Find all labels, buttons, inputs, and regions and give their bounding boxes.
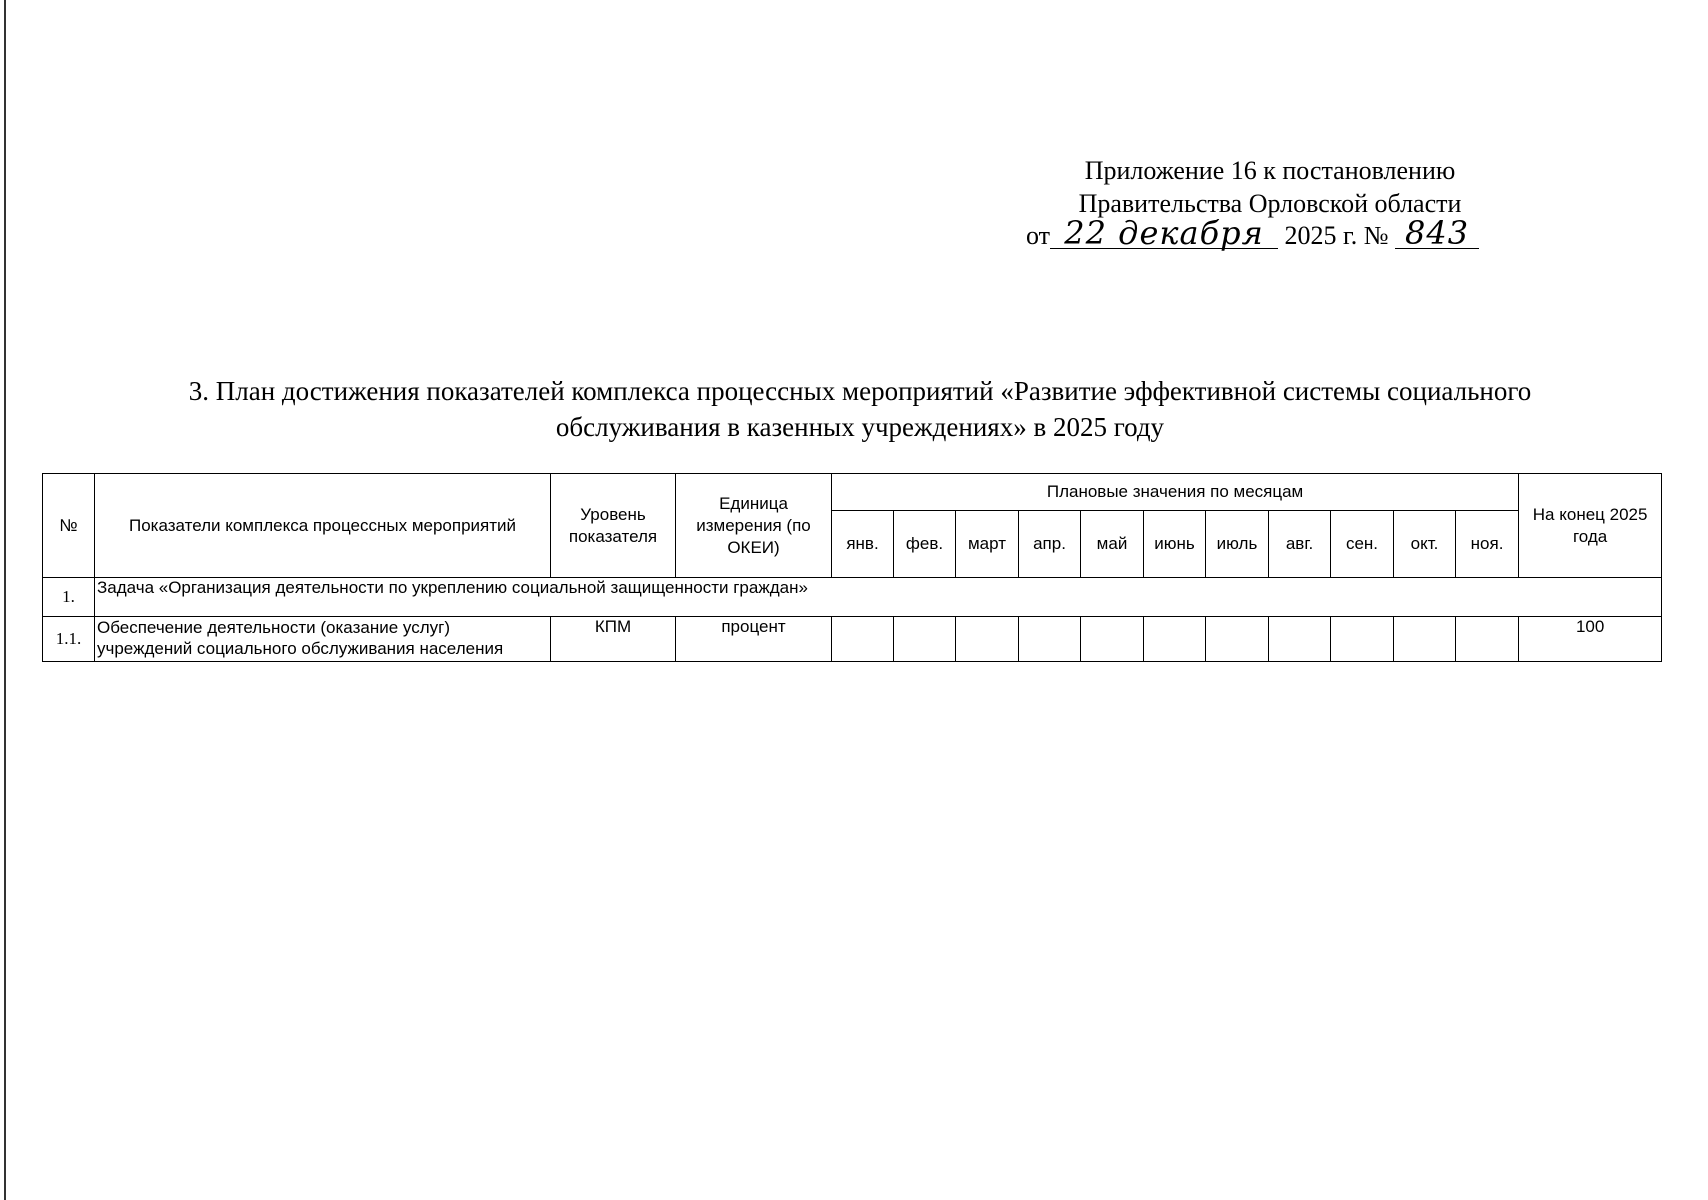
header-month: июль [1206,511,1269,578]
handwritten-date: 22 декабря [1050,218,1278,249]
header-month: сен. [1331,511,1394,578]
header-month: фев. [894,511,956,578]
annex-line-1: Приложение 16 к постановлению [1084,156,1456,185]
table-row [43,617,1662,662]
annex-from-prefix: от [1026,221,1051,250]
end-of-year-value: 100 [1519,617,1662,662]
section-title-line-2: обслуживания в казенных учреждениях» в 2025 году [555,412,1165,442]
header-month: май [1081,511,1144,578]
table-row [43,578,1662,617]
header-indicator: Показатели комплекса процессных мероприятий [95,474,551,578]
header-month: янв. [832,511,894,578]
header-level: Уровень показателя [551,474,676,578]
header-month: окт. [1394,511,1456,578]
month-value-cell [1144,617,1206,662]
header-month: июнь [1144,511,1206,578]
annex-year-text: 2025 г. № [1284,221,1389,250]
indicator-level: КПМ [551,617,676,662]
task-text: Задача «Организация деятельности по укреплению социальной защищенности граждан» [95,578,1662,617]
annex-line-2: Правительства Орловской области [1078,189,1462,218]
month-value-cell [1331,617,1394,662]
indicator-text: Обеспечение деятельности (оказание услуг) учреждений социального обслуживания населения [95,617,551,662]
month-value-cell [894,617,956,662]
section-title-line-1: 3. План достижения показателей комплекса процессных мероприятий «Развитие эффективной системы социального [188,376,1532,406]
indicator-num: 1.1. [43,617,95,662]
month-value-cell [1269,617,1331,662]
task-num: 1. [43,578,95,617]
month-value-cell [1394,617,1456,662]
header-month: апр. [1019,511,1081,578]
indicator-unit: процент [676,617,832,662]
plan-table [42,473,1662,662]
annex-line-3 [1000,214,1540,264]
scan-edge-line [4,0,6,1200]
header-end-of-year: На конец 2025 года [1519,474,1662,578]
header-month: март [956,511,1019,578]
month-value-cell [1081,617,1144,662]
handwritten-number: 843 [1395,218,1479,249]
month-value-cell [1456,617,1519,662]
header-unit: Единица измерения (по ОКЕИ) [676,474,832,578]
month-value-cell [1019,617,1081,662]
section-title [120,373,1600,445]
header-num: № [43,474,95,578]
header-planned-values: Плановые значения по месяцам [832,474,1519,511]
month-value-cell [956,617,1019,662]
month-value-cell [832,617,894,662]
month-value-cell [1206,617,1269,662]
header-month: авг. [1269,511,1331,578]
header-month: ноя. [1456,511,1519,578]
